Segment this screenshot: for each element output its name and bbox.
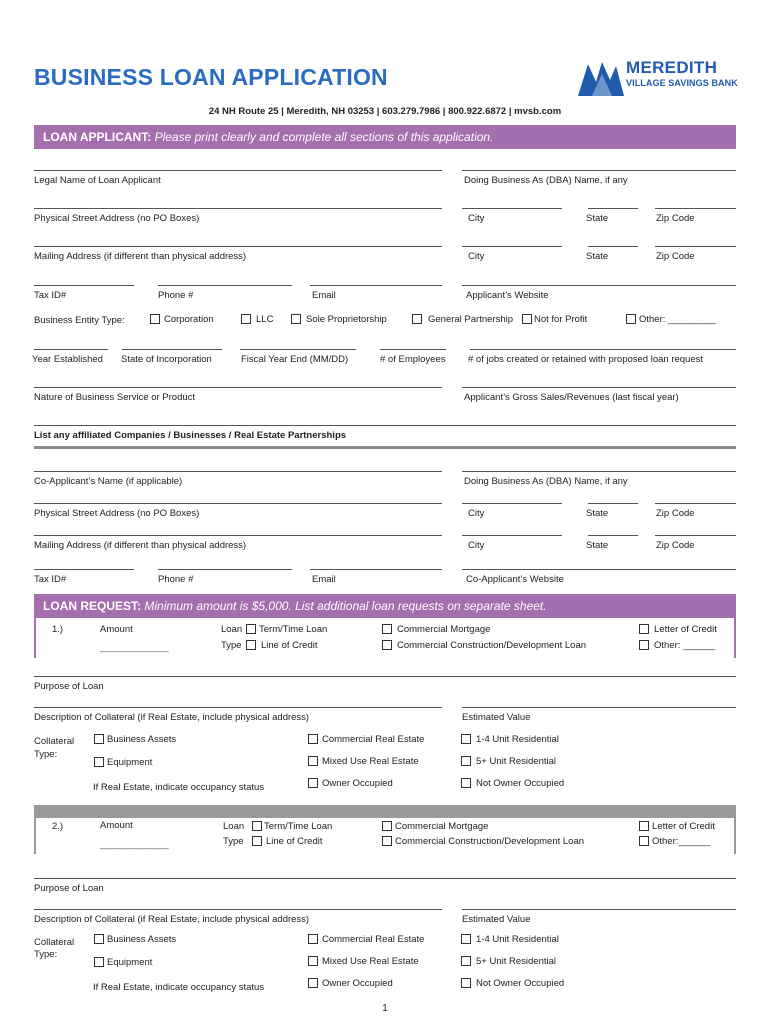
coapplicant-website-label: Co-Applicant’s Website	[466, 574, 564, 585]
general-partnership-label: General Partnership	[428, 314, 514, 325]
loan1-term-checkbox[interactable]	[246, 624, 256, 634]
loan1-owner-occupied-label: Owner Occupied	[322, 778, 393, 789]
loan1-not-owner-label: Not Owner Occupied	[476, 778, 565, 789]
state-incorp-line[interactable]	[122, 349, 222, 350]
coapplicant-mailing-line[interactable]	[34, 535, 442, 536]
loan2-commercial-re-checkbox[interactable]	[308, 934, 318, 944]
not-for-profit-label: Not for Profit	[534, 314, 588, 325]
website-label: Applicant’s Website	[466, 290, 549, 301]
loan2-other-label: Other:______	[652, 836, 711, 847]
loan2-collateral-desc-label: Description of Collateral (if Real Estate, include physical address)	[34, 914, 310, 925]
loan1-commercial-re-label: Commercial Real Estate	[322, 734, 425, 745]
corporation-label: Corporation	[164, 314, 214, 325]
coapplicant-physical-line[interactable]	[34, 503, 442, 504]
loan1-amount-field[interactable]: _____________	[100, 642, 169, 653]
request-band-note: Minimum amount is $5,000. List additional loan requests on separate sheet.	[144, 599, 547, 613]
dba-label: Doing Business As (DBA) Name, if any	[464, 175, 628, 186]
zip-label: Zip Code	[656, 213, 695, 224]
band-note: Please print clearly and complete all sections of this application.	[154, 130, 494, 144]
loan1-loc-checkbox[interactable]	[246, 640, 256, 650]
physical-address-line[interactable]	[34, 208, 442, 209]
loan1-purpose-label: Purpose of Loan	[34, 681, 104, 692]
loan2-loc-checkbox[interactable]	[252, 836, 262, 846]
coapplicant-state-line[interactable]	[588, 503, 638, 504]
coapplicant-zip-line[interactable]	[655, 503, 736, 504]
loan1-not-owner-checkbox[interactable]	[461, 778, 471, 788]
coapplicant-name-line[interactable]	[34, 471, 442, 472]
loan2-unit14-checkbox[interactable]	[461, 934, 471, 944]
mailing-zip-line[interactable]	[655, 246, 736, 247]
loan1-equipment-label: Equipment	[107, 757, 153, 768]
bank-address: 24 NH Route 25 | Meredith, NH 03253 | 603.279.7986 | 800.922.6872 | mvsb.com	[208, 106, 562, 117]
sole-proprietorship-checkbox[interactable]	[291, 314, 301, 324]
fiscal-year-line[interactable]	[240, 349, 356, 350]
loan1-value-label: Estimated Value	[462, 712, 531, 723]
coapplicant-mailing-label: Mailing Address (if different than physical address)	[34, 540, 247, 551]
coapplicant-city-line[interactable]	[462, 503, 562, 504]
affiliated-label: List any affiliated Companies / Businesses / Real Estate Partnerships	[34, 430, 347, 441]
loan2-owner-occupied-label: Owner Occupied	[322, 978, 393, 989]
loan1-mixed-use-label: Mixed Use Real Estate	[322, 756, 419, 767]
loan2-mixed-use-checkbox[interactable]	[308, 956, 318, 966]
employees-line[interactable]	[380, 349, 446, 350]
loan2-loc-label: Line of Credit	[266, 836, 323, 847]
loan1-business-assets-checkbox[interactable]	[94, 734, 104, 744]
corporation-checkbox[interactable]	[150, 314, 160, 324]
loan1-mixed-use-checkbox[interactable]	[308, 756, 318, 766]
coapplicant-mailing-city-label: City	[468, 540, 485, 551]
physical-address-label: Physical Street Address (no PO Boxes)	[34, 213, 200, 224]
coapplicant-dba-label: Doing Business As (DBA) Name, if any	[464, 476, 628, 487]
other-entity-checkbox[interactable]	[626, 314, 636, 324]
band-label: LOAN APPLICANT:	[43, 130, 152, 144]
phone-label: Phone #	[158, 290, 194, 301]
bank-logo-mark-icon	[578, 58, 624, 96]
coapplicant-mailing-state-line[interactable]	[588, 535, 638, 536]
loan1-loan-label: Loan	[221, 624, 243, 635]
nature-label: Nature of Business Service or Product	[34, 392, 196, 403]
jobs-label: # of jobs created or retained with proposed loan request	[468, 354, 704, 365]
loan-separator-band	[34, 805, 736, 818]
dba-line[interactable]	[462, 170, 736, 171]
loan2-occupancy-label: If Real Estate, indicate occupancy status	[93, 982, 265, 993]
loan2-loan-label: Loan	[223, 821, 245, 832]
state-line[interactable]	[588, 208, 638, 209]
loan2-not-owner-checkbox[interactable]	[461, 978, 471, 988]
request-band-edge-left	[34, 618, 36, 658]
coapplicant-phone-line[interactable]	[158, 569, 292, 570]
sole-proprietorship-label: Sole Proprietorship	[306, 314, 387, 325]
email-label: Email	[312, 290, 336, 301]
loan1-letter-label: Letter of Credit	[654, 624, 717, 635]
loan2-unit14-label: 1-4 Unit Residential	[476, 934, 559, 945]
loan2-purpose-line[interactable]	[34, 878, 736, 879]
mailing-state-line[interactable]	[588, 246, 638, 247]
loan2-number: 2.)	[52, 821, 64, 832]
loan2-purpose-label: Purpose of Loan	[34, 883, 104, 894]
loan2-mixed-use-label: Mixed Use Real Estate	[322, 956, 419, 967]
loan2-letter-label: Letter of Credit	[652, 821, 715, 832]
nature-line[interactable]	[34, 387, 442, 388]
year-established-label: Year Established	[32, 354, 103, 365]
loan1-construction-checkbox[interactable]	[382, 640, 392, 650]
loan1-equipment-checkbox[interactable]	[94, 757, 104, 767]
loan1-collateral-line[interactable]	[34, 707, 442, 708]
loan2-type-label: Type	[223, 836, 244, 847]
loan1-unit14-checkbox[interactable]	[461, 734, 471, 744]
coapplicant-city-label: City	[468, 508, 485, 519]
general-partnership-checkbox[interactable]	[412, 314, 422, 324]
loan2-term-label: Term/Time Loan	[264, 821, 333, 832]
loan-request-band	[34, 594, 736, 618]
coapplicant-dba-line[interactable]	[462, 471, 736, 472]
loan2-not-owner-label: Not Owner Occupied	[476, 978, 565, 989]
coapplicant-website-line[interactable]	[462, 569, 736, 570]
entity-type-label: Business Entity Type:	[34, 315, 125, 326]
employees-label: # of Employees	[380, 354, 446, 365]
not-for-profit-checkbox[interactable]	[522, 314, 532, 324]
coapplicant-phone-label: Phone #	[158, 574, 194, 585]
request-band-label: LOAN REQUEST:	[43, 599, 142, 613]
loan1-mortgage-checkbox[interactable]	[382, 624, 392, 634]
loan2-value-label: Estimated Value	[462, 914, 531, 925]
mailing-address-label: Mailing Address (if different than physical address)	[34, 251, 247, 262]
loan2-amount-field[interactable]: _____________	[100, 839, 169, 850]
page-number: 1	[382, 1003, 388, 1014]
bank-logo	[578, 58, 740, 96]
loan2-value-line[interactable]	[462, 909, 736, 910]
website-line[interactable]	[462, 285, 736, 286]
llc-checkbox[interactable]	[241, 314, 251, 324]
coapplicant-email-line[interactable]	[310, 569, 442, 570]
fiscal-year-label: Fiscal Year End (MM/DD)	[241, 354, 349, 365]
loan2-commercial-re-label: Commercial Real Estate	[322, 934, 425, 945]
jobs-line[interactable]	[470, 349, 736, 350]
loan2-business-assets-checkbox[interactable]	[94, 934, 104, 944]
loan1-type-label: Type	[221, 640, 242, 651]
loan1-term-label: Term/Time Loan	[259, 624, 328, 635]
coapplicant-name-label: Co-Applicant’s Name (if applicable)	[34, 476, 183, 487]
loan1-purpose-line[interactable]	[34, 676, 736, 677]
loan2-equipment-checkbox[interactable]	[94, 957, 104, 967]
loan1-collateral-type-label: Type:	[34, 749, 58, 760]
email-line[interactable]	[310, 285, 442, 286]
mailing-city-label: City	[468, 251, 485, 262]
loan2-unit5-label: 5+ Unit Residential	[476, 956, 557, 967]
coapplicant-tax-line[interactable]	[34, 569, 134, 570]
loan1-mortgage-label: Commercial Mortgage	[397, 624, 491, 635]
loan1-other-label: Other: ______	[654, 640, 715, 651]
loan1-loc-label: Line of Credit	[261, 640, 318, 651]
loan2-construction-label: Commercial Construction/Development Loan	[395, 836, 585, 847]
loan1-business-assets-label: Business Assets	[107, 734, 177, 745]
loan1-commercial-re-checkbox[interactable]	[308, 734, 318, 744]
loan1-amount-label: Amount	[100, 624, 133, 635]
mailing-state-label: State	[586, 251, 609, 262]
coapplicant-state-label: State	[586, 508, 609, 519]
loan2-construction-checkbox[interactable]	[382, 836, 392, 846]
zip-line[interactable]	[655, 208, 736, 209]
legal-name-line[interactable]	[34, 170, 442, 171]
loan1-owner-occupied-checkbox[interactable]	[308, 778, 318, 788]
state-label: State	[586, 213, 609, 224]
loan2-edge-left	[34, 818, 36, 854]
loan1-unit5-checkbox[interactable]	[461, 756, 471, 766]
loan2-collateral-type-label: Type:	[34, 949, 58, 960]
loan1-other-checkbox[interactable]	[639, 640, 649, 650]
loan1-number: 1.)	[52, 624, 64, 635]
loan2-collateral-label: Collateral	[34, 937, 75, 948]
coapplicant-mailing-city-line[interactable]	[462, 535, 562, 536]
request-band-edge-right	[734, 618, 736, 658]
loan2-collateral-line[interactable]	[34, 909, 442, 910]
bank-logo-name: MEREDITH	[626, 58, 718, 77]
tax-id-line[interactable]	[34, 285, 134, 286]
gross-sales-line[interactable]	[462, 387, 736, 388]
other-entity-label: Other: _________	[639, 314, 716, 325]
coapplicant-zip-label: Zip Code	[656, 508, 695, 519]
coapplicant-mailing-zip-label: Zip Code	[656, 540, 695, 551]
tax-id-label: Tax ID#	[34, 290, 67, 301]
coapplicant-mailing-zip-line[interactable]	[655, 535, 736, 536]
bank-logo-sub: VILLAGE SAVINGS BANK	[626, 78, 738, 88]
loan2-equipment-label: Equipment	[107, 957, 153, 968]
loan2-amount-label: Amount	[100, 820, 133, 831]
legal-name-label: Legal Name of Loan Applicant	[34, 175, 161, 186]
loan1-collateral-label: Collateral	[34, 736, 75, 747]
loan2-edge-right	[734, 818, 736, 854]
loan2-other-checkbox[interactable]	[639, 836, 649, 846]
phone-line[interactable]	[158, 285, 292, 286]
gross-sales-label: Applicant’s Gross Sales/Revenues (last fiscal year)	[464, 392, 679, 403]
coapplicant-mailing-state-label: State	[586, 540, 609, 551]
coapplicant-physical-label: Physical Street Address (no PO Boxes)	[34, 508, 200, 519]
loan1-collateral-desc-label: Description of Collateral (if Real Estate, include physical address)	[34, 712, 310, 723]
loan2-letter-checkbox[interactable]	[639, 821, 649, 831]
loan1-value-line[interactable]	[462, 707, 736, 708]
loan2-mortgage-checkbox[interactable]	[382, 821, 392, 831]
loan1-letter-checkbox[interactable]	[639, 624, 649, 634]
city-line[interactable]	[462, 208, 562, 209]
loan2-mortgage-label: Commercial Mortgage	[395, 821, 489, 832]
loan1-unit5-label: 5+ Unit Residential	[476, 756, 557, 767]
loan2-unit5-checkbox[interactable]	[461, 956, 471, 966]
city-label: City	[468, 213, 485, 224]
loan1-occupancy-label: If Real Estate, indicate occupancy status	[93, 782, 265, 793]
mailing-zip-label: Zip Code	[656, 251, 695, 262]
page-title: BUSINESS LOAN APPLICATION	[34, 64, 388, 90]
mailing-city-line[interactable]	[462, 246, 562, 247]
loan2-business-assets-label: Business Assets	[107, 934, 177, 945]
section-divider	[34, 446, 736, 449]
coapplicant-tax-label: Tax ID#	[34, 574, 67, 585]
loan1-construction-label: Commercial Construction/Development Loan	[397, 640, 587, 651]
mailing-address-line[interactable]	[34, 246, 442, 247]
affiliated-line[interactable]	[34, 425, 736, 426]
loan-applicant-band	[34, 125, 736, 149]
year-established-line[interactable]	[34, 349, 108, 350]
loan2-owner-occupied-checkbox[interactable]	[308, 978, 318, 988]
state-incorp-label: State of Incorporation	[121, 354, 212, 365]
coapplicant-email-label: Email	[312, 574, 336, 585]
llc-label: LLC	[256, 314, 274, 325]
loan2-term-checkbox[interactable]	[252, 821, 262, 831]
loan1-unit14-label: 1-4 Unit Residential	[476, 734, 559, 745]
